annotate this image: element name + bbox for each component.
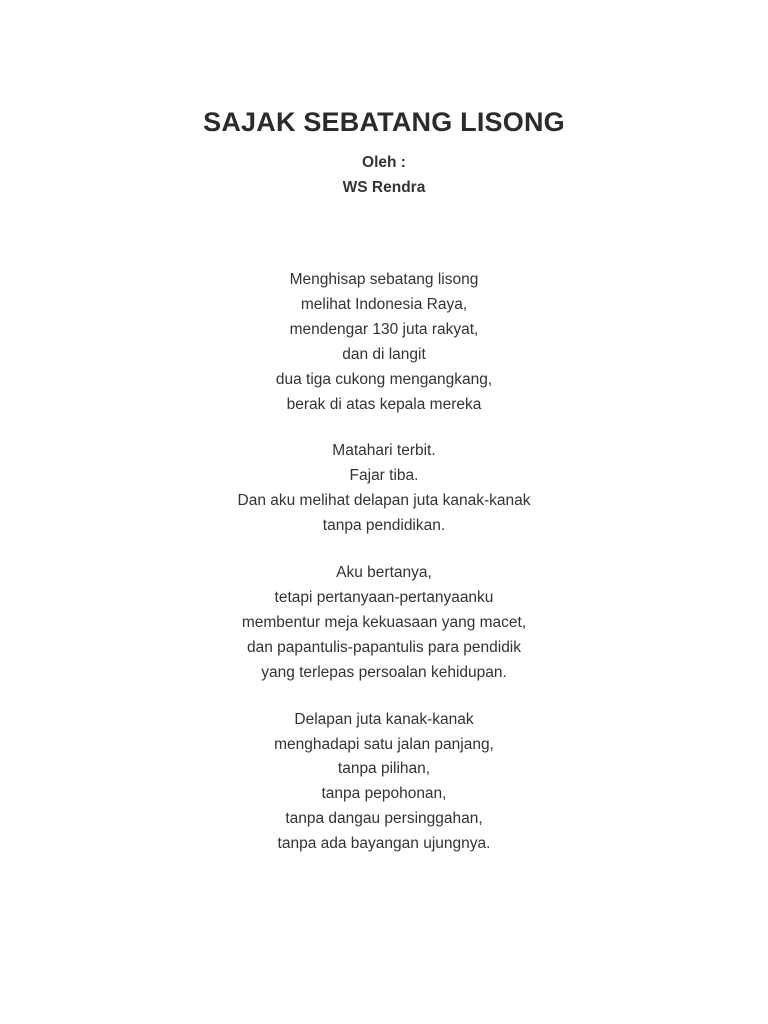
poem-line: Dan aku melihat delapan juta kanak-kanak	[237, 492, 531, 510]
poem-line: dua tiga cukong mengangkang,	[275, 370, 493, 388]
poem-line: dan di langit	[342, 345, 426, 363]
stanza-3	[0, 561, 768, 686]
poem-line: tanpa pilihan,	[337, 760, 431, 778]
poem-line: tanpa ada bayangan ujungnya.	[277, 835, 491, 853]
poem-body	[0, 268, 768, 879]
poem-line: Matahari terbit.	[332, 442, 436, 460]
poem-line: menghadapi satu jalan panjang,	[274, 735, 494, 753]
stanza-1	[0, 268, 768, 417]
poem-line: tanpa pendidikan.	[322, 517, 446, 535]
poem-line: tetapi pertanyaan-pertanyaanku	[274, 588, 494, 606]
poem-line: tanpa pepohonan,	[321, 785, 447, 803]
poem-line: tanpa dangau persinggahan,	[285, 810, 483, 828]
poem-line: Fajar tiba.	[349, 467, 419, 485]
poem-title: SAJAK SEBATANG LISONG	[203, 107, 565, 137]
poem-line: membentur meja kekuasaan yang macet,	[241, 613, 527, 631]
poem-line: Menghisap sebatang lisong	[289, 271, 479, 288]
poem-line: Delapan juta kanak-kanak	[294, 710, 474, 728]
poem-line: melihat Indonesia Raya,	[300, 295, 468, 313]
poem-line: yang terlepas persoalan kehidupan.	[261, 663, 507, 681]
stanza-4	[0, 708, 768, 857]
poem-line: Aku bertanya,	[336, 564, 432, 582]
stanza-2	[0, 439, 768, 539]
byline-label: Oleh :	[362, 154, 406, 171]
poem-line: dan papantulis-papantulis para pendidik	[246, 638, 522, 656]
poem-line: mendengar 130 juta rakyat,	[289, 320, 479, 338]
author-name: WS Rendra	[342, 179, 426, 196]
poem-line: berak di atas kepala mereka	[286, 395, 482, 413]
